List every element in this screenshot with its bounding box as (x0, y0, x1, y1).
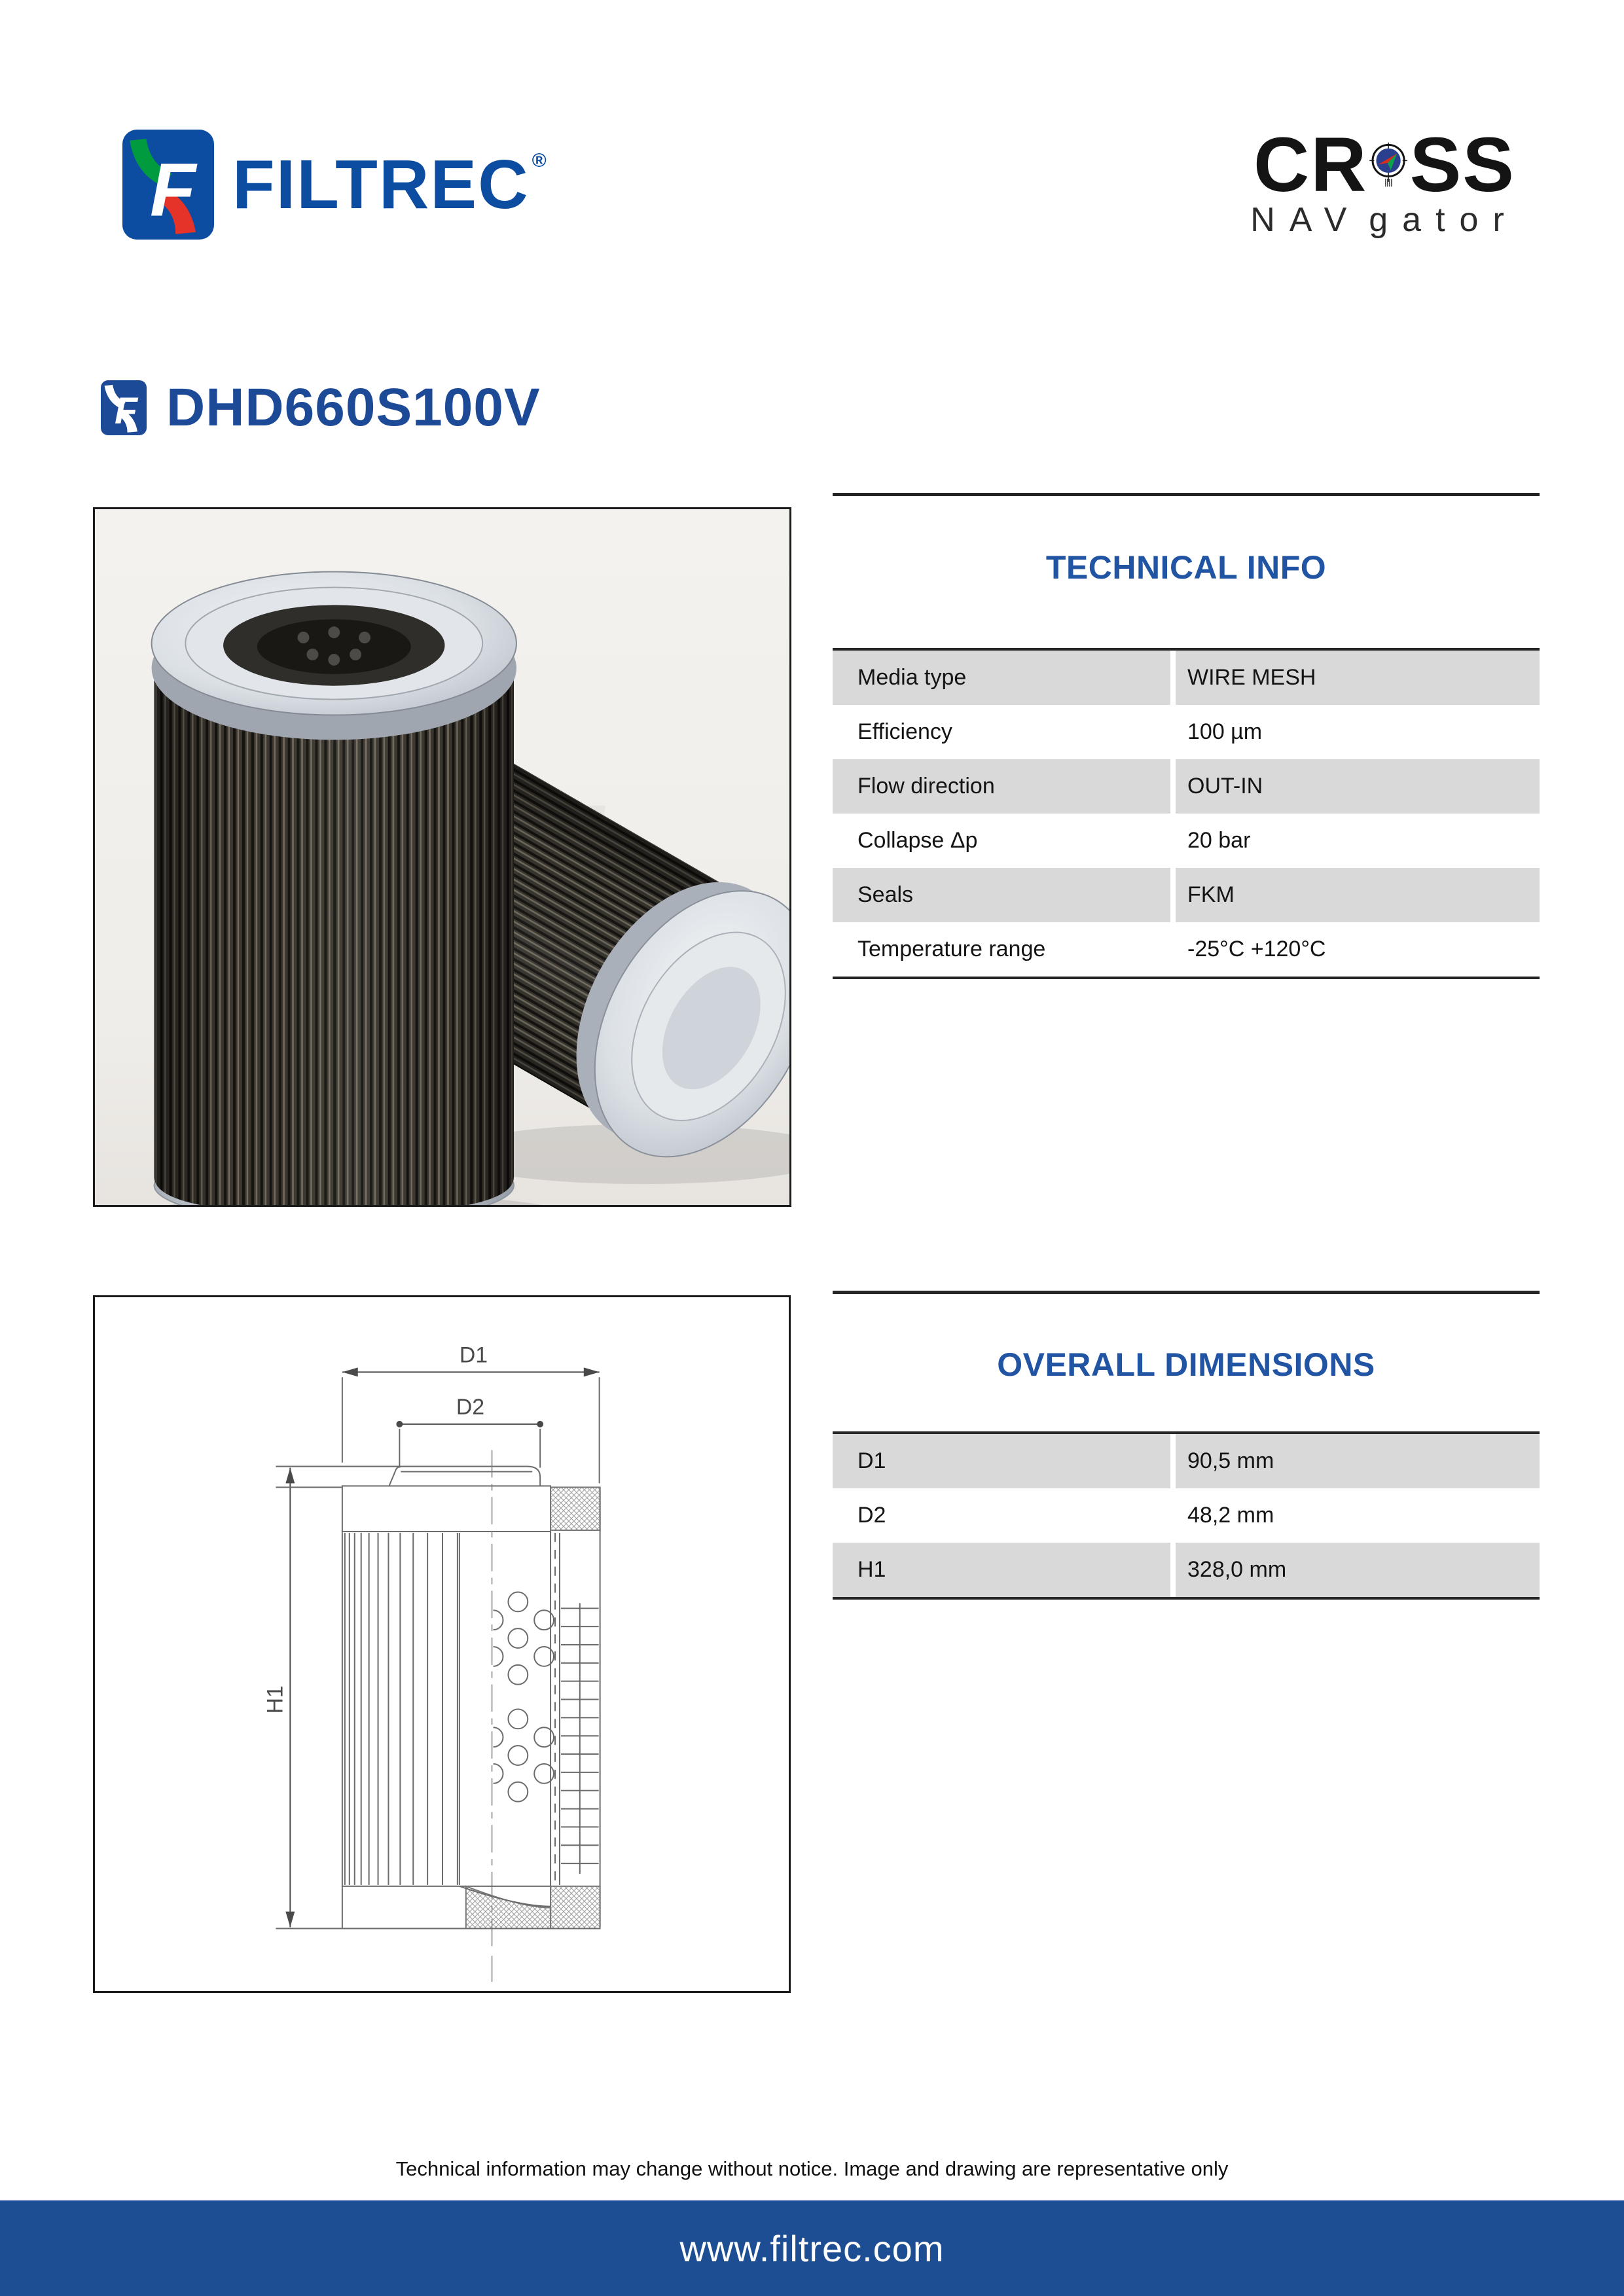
disclaimer-text: Technical information may change without notice. Image and drawing are representative only (395, 2157, 1229, 2180)
overall-dimensions-title: OVERALL DIMENSIONS (997, 1346, 1375, 1383)
footer-bar (0, 2200, 1624, 2296)
filtrec-wordmark (232, 146, 548, 223)
row-value: FKM (1176, 868, 1540, 922)
technical-info-top-rule (833, 493, 1540, 496)
row-label: Media type (833, 651, 1170, 705)
standing-filter (152, 572, 516, 1205)
registered-trademark: ® (532, 150, 548, 171)
website-link[interactable]: www.filtrec.com (679, 2227, 945, 2269)
nav-text: NAV (1250, 201, 1362, 239)
row-value: 90,5 mm (1176, 1434, 1540, 1488)
row-label: H1 (833, 1543, 1170, 1597)
table-row (833, 1488, 1540, 1543)
technical-drawing (93, 1295, 791, 1993)
navigator-wordmark (1250, 199, 1519, 241)
table-row (833, 759, 1540, 814)
row-value: WIRE MESH (1176, 651, 1540, 705)
product-filtrec-icon (99, 380, 148, 435)
drawing-label-d2: D2 (456, 1394, 485, 1420)
cross-ss: SS (1409, 122, 1515, 208)
row-value: 48,2 mm (1176, 1488, 1540, 1543)
row-value: 20 bar (1176, 814, 1540, 868)
cross-navigator-logo (1250, 122, 1519, 241)
row-label: D2 (833, 1488, 1170, 1543)
table-row (833, 814, 1540, 868)
brand-name: FILTREC (232, 146, 530, 223)
product-photo (93, 507, 791, 1207)
perforation-holes (494, 1592, 554, 1801)
filtrec-logo-icon (122, 129, 214, 240)
svg-text:F: F (150, 148, 196, 232)
svg-text:F: F (115, 389, 138, 432)
filter-element-photo (95, 509, 789, 1205)
drawing-label-d1: D1 (459, 1342, 488, 1368)
overall-dimensions-table (833, 1431, 1540, 1600)
table-row (833, 651, 1540, 705)
drawing-label-h1: H1 (262, 1685, 288, 1714)
row-value: 328,0 mm (1176, 1543, 1540, 1597)
product-title-row (99, 377, 541, 439)
table-row (833, 1543, 1540, 1597)
compass-icon (1369, 122, 1408, 208)
row-label: Flow direction (833, 759, 1170, 814)
row-value: -25°C +120°C (1176, 922, 1540, 977)
technical-info-table (833, 648, 1540, 979)
row-label: D1 (833, 1434, 1170, 1488)
table-row (833, 1434, 1540, 1488)
filter-cross-section-drawing (95, 1297, 789, 1991)
table-row (833, 705, 1540, 759)
product-code: DHD660S100V (166, 378, 541, 437)
cross-cr: CR (1254, 122, 1368, 208)
filtrec-logo (122, 129, 548, 240)
row-label: Temperature range (833, 922, 1170, 977)
technical-info-title: TECHNICAL INFO (1045, 549, 1327, 586)
table-row (833, 868, 1540, 922)
table-row (833, 922, 1540, 977)
row-label: Collapse Δp (833, 814, 1170, 868)
row-value: OUT-IN (1176, 759, 1540, 814)
row-label: Seals (833, 868, 1170, 922)
row-value: 100 µm (1176, 705, 1540, 759)
overall-dimensions-top-rule (833, 1291, 1540, 1294)
gator-text: gator (1369, 201, 1519, 239)
pleat-lines (345, 1533, 458, 1885)
row-label: Efficiency (833, 705, 1170, 759)
cross-wordmark (1254, 122, 1515, 208)
mesh-hatch (561, 1603, 599, 1874)
